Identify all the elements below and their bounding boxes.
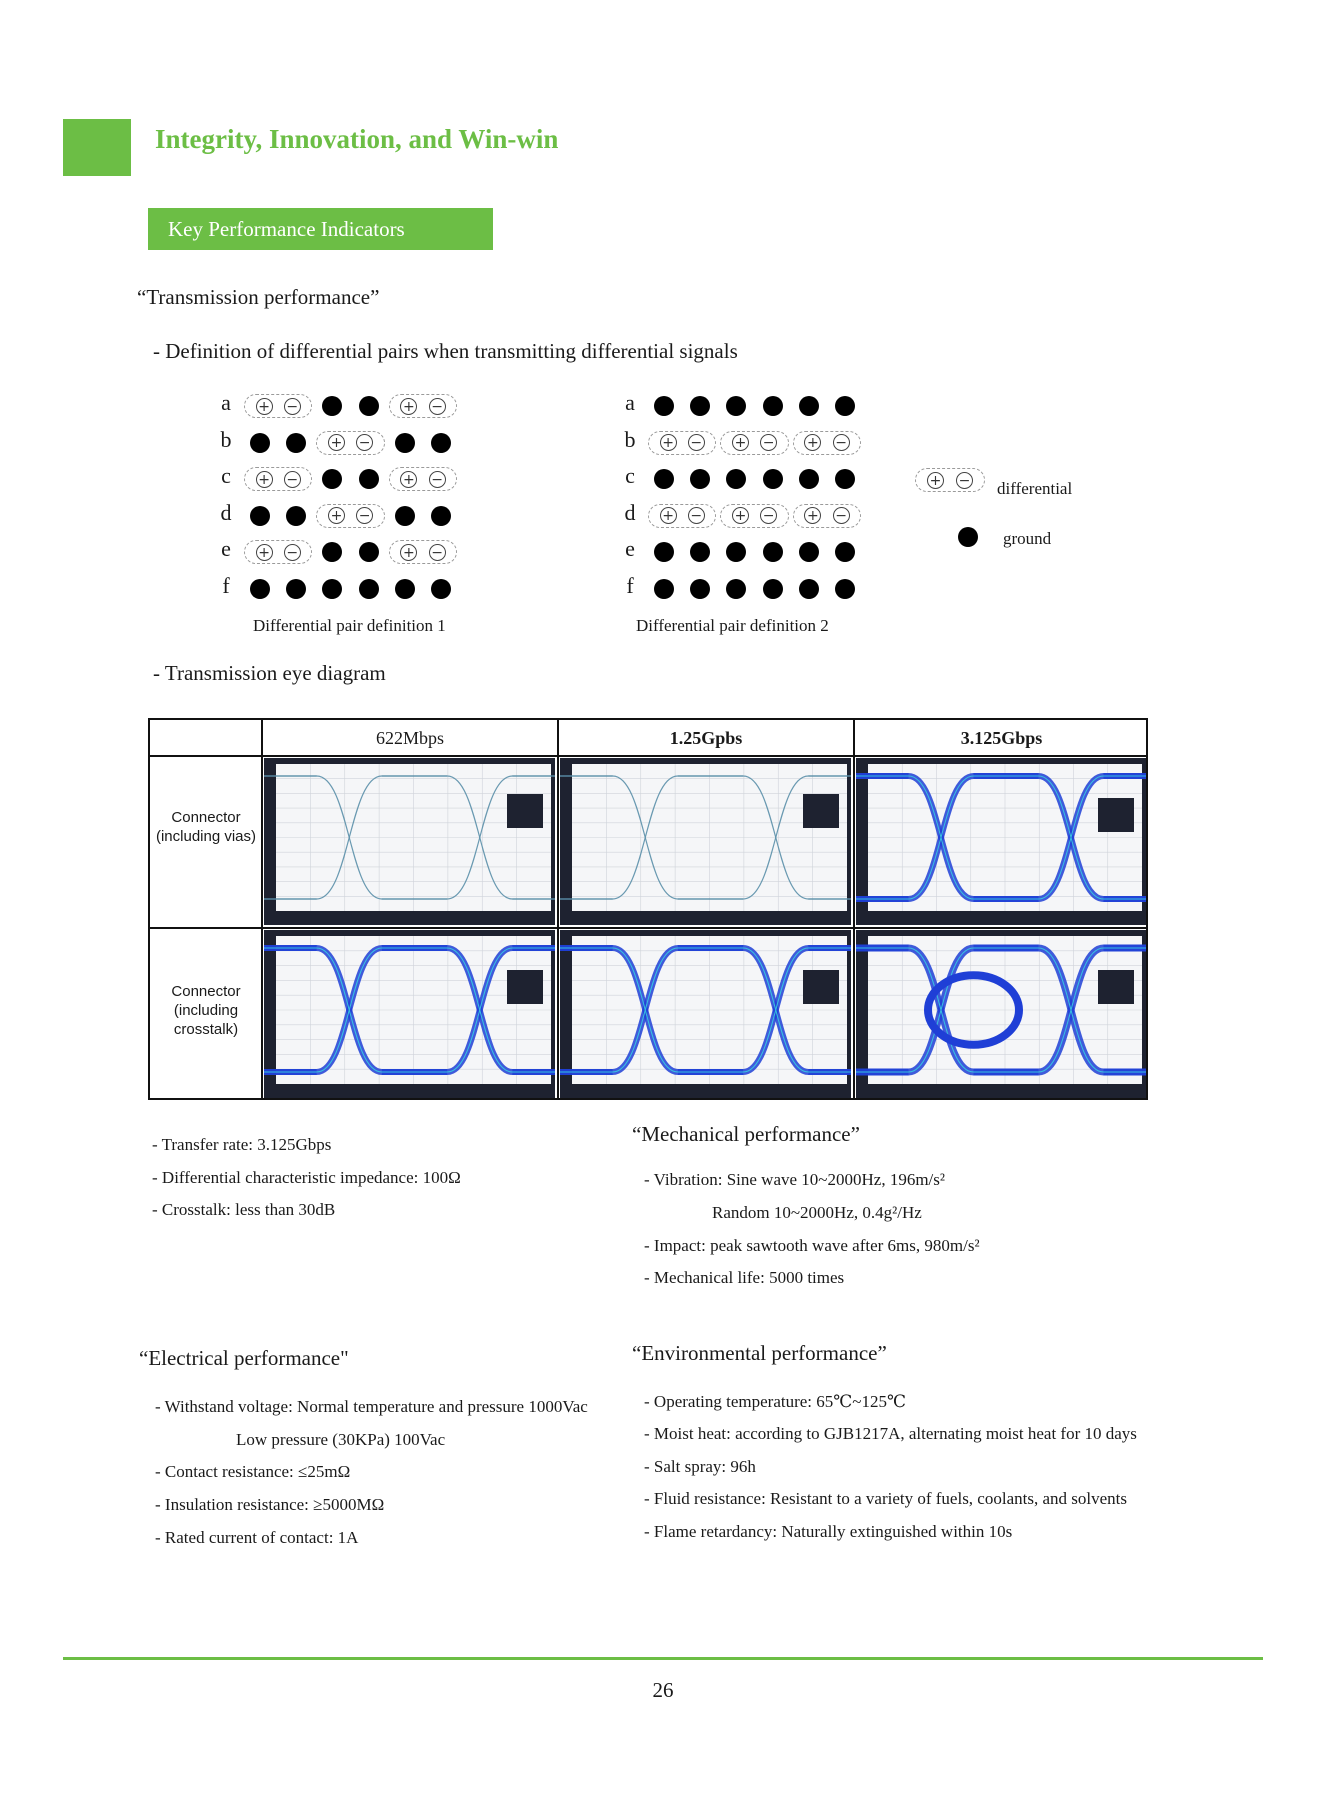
column-header-1-25gbps: 1.25Gpbs xyxy=(669,728,743,748)
ground-pin-icon xyxy=(958,527,978,547)
minus-icon: − xyxy=(356,434,373,451)
ground-pin xyxy=(359,469,379,489)
ground-pin xyxy=(395,506,415,526)
section-banner: Key Performance Indicators xyxy=(148,208,493,250)
page-number: 26 xyxy=(652,1678,674,1702)
row-label: f xyxy=(222,572,230,598)
ground-pin xyxy=(654,396,674,416)
differential-pair xyxy=(316,431,384,455)
ground-pin xyxy=(726,579,746,599)
ground-pin xyxy=(250,579,270,599)
row-label: e xyxy=(221,536,231,561)
ground-pin xyxy=(799,469,819,489)
minus-icon: − xyxy=(833,434,850,451)
ground-pin xyxy=(322,579,342,599)
ground-pin xyxy=(322,396,342,416)
ground-pin xyxy=(799,579,819,599)
ground-pin xyxy=(250,433,270,453)
row-label: d xyxy=(624,499,636,525)
ground-pin xyxy=(654,579,674,599)
differential-pair xyxy=(389,467,457,491)
ground-pin xyxy=(286,506,306,526)
plus-icon: + xyxy=(732,434,749,451)
differential-pair xyxy=(389,394,457,418)
spec-impedance: - Differential characteristic impedance: 100Ω xyxy=(152,1168,461,1187)
environmental-moist-heat: - Moist heat: according to GJB1217A, alternating moist heat for 10 days xyxy=(644,1424,1137,1443)
differential-pair xyxy=(244,394,312,418)
ground-pin xyxy=(690,396,710,416)
ground-pin xyxy=(726,396,746,416)
ground-pin xyxy=(690,579,710,599)
plus-icon: + xyxy=(400,471,417,488)
row-label: b xyxy=(624,426,636,452)
minus-icon: − xyxy=(760,507,777,524)
differential-pair-definition-2 xyxy=(624,390,882,610)
electrical-low-pressure: Low pressure (30KPa) 100Vac xyxy=(236,1430,446,1449)
legend-differential-pair xyxy=(915,468,985,492)
ground-pin xyxy=(799,542,819,562)
ground-pin xyxy=(690,469,710,489)
ground-pin xyxy=(654,542,674,562)
mechanical-life: - Mechanical life: 5000 times xyxy=(644,1268,845,1287)
legend-ground-label: ground xyxy=(1003,529,1052,548)
electrical-rated-current: - Rated current of contact: 1A xyxy=(155,1528,359,1547)
ground-pin xyxy=(431,433,451,453)
mechanical-heading: “Mechanical performance” xyxy=(632,1122,860,1146)
differential-pair xyxy=(648,431,716,455)
differential-pair xyxy=(720,431,788,455)
ground-pin xyxy=(835,469,855,489)
ground-pin xyxy=(322,542,342,562)
definition-2-caption: Differential pair definition 2 xyxy=(636,616,829,635)
row-header-crosstalk: Connector (including crosstalk) xyxy=(171,983,241,1038)
eye-plot-3-125gbps-vias xyxy=(856,758,1146,925)
mechanical-impact: - Impact: peak sawtooth wave after 6ms, 980m/s² xyxy=(644,1236,980,1255)
plus-icon: + xyxy=(400,398,417,415)
eye-plot-622mbps-vias xyxy=(264,758,555,925)
row-label: a xyxy=(625,390,635,415)
minus-icon: − xyxy=(429,471,446,488)
eye-diagram-table xyxy=(148,718,1148,1100)
differential-pair xyxy=(793,431,861,455)
plus-icon: + xyxy=(256,471,273,488)
definition-1-caption: Differential pair definition 1 xyxy=(253,616,446,635)
row-label: c xyxy=(221,463,231,488)
eye-plot-622mbps-crosstalk xyxy=(264,930,555,1098)
ground-pin xyxy=(690,542,710,562)
ground-pin xyxy=(431,506,451,526)
minus-icon: − xyxy=(688,434,705,451)
plus-icon: + xyxy=(328,434,345,451)
plus-icon: + xyxy=(256,398,273,415)
environmental-operating-temperature: - Operating temperature: 65℃~125℃ xyxy=(644,1392,907,1411)
row-header-vias: Connector (including vias) xyxy=(155,809,257,845)
row-label: d xyxy=(220,499,232,525)
plus-icon: + xyxy=(256,544,273,561)
header-accent-block xyxy=(63,119,131,176)
electrical-contact-resistance: - Contact resistance: ≤25mΩ xyxy=(155,1462,351,1481)
plus-icon: + xyxy=(328,507,345,524)
diff-pairs-heading: - Definition of differential pairs when transmitting differential signals xyxy=(153,339,738,363)
ground-pin xyxy=(250,506,270,526)
electrical-withstand-voltage: - Withstand voltage: Normal temperature and pressure 1000Vac xyxy=(155,1397,588,1416)
eye-plot-3-125gbps-crosstalk xyxy=(856,930,1146,1098)
footer-divider xyxy=(63,1657,1263,1660)
differential-pair xyxy=(389,540,457,564)
mechanical-vibration-random: Random 10~2000Hz, 0.4g²/Hz xyxy=(712,1203,922,1222)
environmental-fluid-resistance: - Fluid resistance: Resistant to a variety of fuels, coolants, and solvents xyxy=(644,1489,1127,1508)
differential-pair xyxy=(720,504,788,528)
differential-pair xyxy=(316,504,384,528)
row-label: f xyxy=(626,572,634,598)
column-header-622mbps: 622Mbps xyxy=(375,728,444,748)
ground-pin xyxy=(359,542,379,562)
differential-pair xyxy=(244,467,312,491)
minus-icon: − xyxy=(284,471,301,488)
minus-icon: − xyxy=(956,472,973,489)
ground-pin xyxy=(763,396,783,416)
transmission-heading: “Transmission performance” xyxy=(137,285,380,309)
legend-differential-label: differential xyxy=(997,479,1073,498)
differential-pair xyxy=(244,540,312,564)
ground-pin xyxy=(395,579,415,599)
plus-icon: + xyxy=(804,434,821,451)
plus-icon: + xyxy=(660,507,677,524)
environmental-flame-retardancy: - Flame retardancy: Naturally extinguished within 10s xyxy=(644,1522,1013,1541)
ground-pin xyxy=(835,542,855,562)
minus-icon: − xyxy=(429,544,446,561)
ground-pin xyxy=(395,433,415,453)
ground-pin xyxy=(763,579,783,599)
plus-icon: + xyxy=(400,544,417,561)
differential-pair xyxy=(793,504,861,528)
column-header-3-125gbps: 3.125Gbps xyxy=(960,728,1043,748)
environmental-salt-spray: - Salt spray: 96h xyxy=(644,1457,756,1476)
ground-pin xyxy=(322,469,342,489)
differential-pair-definition-1 xyxy=(220,390,478,610)
plus-icon: + xyxy=(804,507,821,524)
ground-pin xyxy=(726,542,746,562)
row-label: b xyxy=(220,426,232,452)
ground-pin xyxy=(359,396,379,416)
ground-pin xyxy=(286,579,306,599)
ground-pin xyxy=(835,579,855,599)
eye-plot-1-25gbps-vias xyxy=(560,758,851,925)
spec-transfer-rate: - Transfer rate: 3.125Gbps xyxy=(152,1135,332,1154)
eye-diagram-heading: - Transmission eye diagram xyxy=(153,661,386,685)
row-label: a xyxy=(221,390,231,415)
minus-icon: − xyxy=(284,398,301,415)
ground-pin xyxy=(799,396,819,416)
ground-pin xyxy=(726,469,746,489)
minus-icon: − xyxy=(833,507,850,524)
differential-pair xyxy=(648,504,716,528)
minus-icon: − xyxy=(284,544,301,561)
ground-pin xyxy=(359,579,379,599)
eye-plot-1-25gbps-crosstalk xyxy=(560,930,851,1098)
mechanical-vibration: - Vibration: Sine wave 10~2000Hz, 196m/s² xyxy=(644,1170,945,1189)
ground-pin xyxy=(763,469,783,489)
plus-icon: + xyxy=(660,434,677,451)
environmental-heading: “Environmental performance” xyxy=(632,1341,887,1365)
minus-icon: − xyxy=(688,507,705,524)
minus-icon: − xyxy=(356,507,373,524)
ground-pin xyxy=(654,469,674,489)
ground-pin xyxy=(286,433,306,453)
row-label: c xyxy=(625,463,635,488)
minus-icon: − xyxy=(429,398,446,415)
ground-pin xyxy=(835,396,855,416)
ground-pin xyxy=(763,542,783,562)
ground-pin xyxy=(431,579,451,599)
spec-crosstalk: - Crosstalk: less than 30dB xyxy=(152,1200,336,1219)
page-title: Integrity, Innovation, and Win-win xyxy=(155,124,559,154)
electrical-heading: “Electrical performance" xyxy=(139,1346,349,1370)
plus-icon: + xyxy=(927,472,944,489)
minus-icon: − xyxy=(760,434,777,451)
row-label: e xyxy=(625,536,635,561)
legend xyxy=(915,468,1115,548)
plus-icon: + xyxy=(732,507,749,524)
electrical-insulation-resistance: - Insulation resistance: ≥5000MΩ xyxy=(155,1495,385,1514)
